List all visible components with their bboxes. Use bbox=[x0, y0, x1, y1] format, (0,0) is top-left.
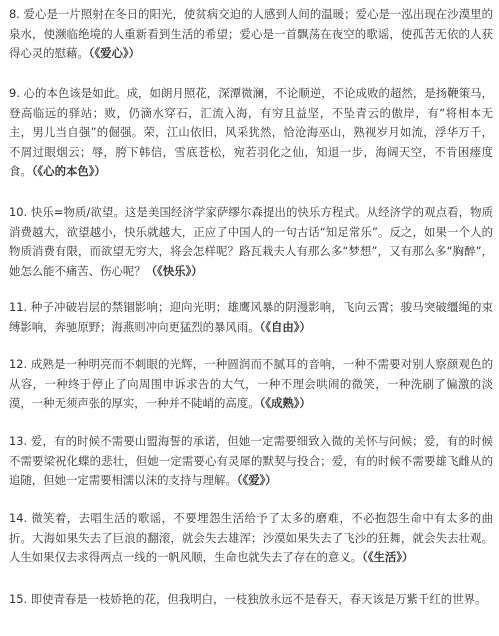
paragraph-text: 8. 爱心是一片照射在冬日的阳光，使贫病交迫的人感到人间的温暖；爱心是一泓出现在沙漠里的泉水，使濒临绝境的人重新看到生活的希望；爱心是一首飘荡在夜空的歌谣，使孤苦无依的人获得心灵的慰藉。 bbox=[9, 7, 493, 60]
paragraph-text: 14. 微笑着，去唱生活的歌谣，不要埋怨生活给予了太多的磨难，不必抱怨生命中有太多的曲折。大海如果失去了巨浪的翻滚，就会失去雄浑；沙漠如果失去了飞沙的狂舞，就会失去壮观。人生如果仅去求得两点一线的一帆风顺，生命也就失去了存在的意义。 bbox=[9, 511, 493, 564]
paragraph-title: （《爱心》） bbox=[88, 46, 140, 60]
paragraph-14 bbox=[9, 509, 493, 568]
paragraph-text: 9. 心的本色该是如此。成，如朗月照花，深潭微澜，不论顺逆，不论成败的超然，是扬鞭策马，登高临远的驿站；败，仍滴水穿石，汇流入海，有穷且益坚，不坠青云的傲岸，有“将相本无主，男儿当自强”的倔强。荣，江山依旧，风采犹然，恰沧海巫山，熟视岁月如流，浮华万千，不屑过眼烟云；辱，胯下韩信，雪底苍松，宛若羽化之仙，知退一步，海阔天空，不肯困瘗度食。 bbox=[9, 86, 493, 178]
paragraph-15 bbox=[9, 590, 493, 610]
paragraph-9 bbox=[9, 84, 493, 182]
paragraph-text: 13. 爱，有的时候不需要山盟海誓的承诺，但她一定需要细致入微的关怀与问候；爱，有的时候不需要梁祝化蝶的悲壮，但她一定需要心有灵犀的默契与投合；爱，有的时候不需要雄飞雌从的追随，但她一定需要相濡以沫的支持与理解。 bbox=[9, 434, 493, 487]
paragraph-text: 15. 即使青春是一枝娇艳的花，但我明白，一枝独放永远不是春天，春天该是万紫千红的世界。 bbox=[9, 592, 487, 606]
paragraph-title: （《心的本色》） bbox=[31, 164, 106, 178]
paragraph-text: 12. 成熟是一种明亮而不刺眼的光辉，一种圆润而不腻耳的音响，一种不需要对别人察颜观色的从容，一种终于停止了向周围申诉求告的大气，一种不理会哄闹的微笑，一种洗刷了偏激的淡漠，一种无须声张的厚实，一种并不陡峭的高度。 bbox=[9, 357, 493, 410]
paragraph-title: （《快乐》） bbox=[145, 263, 203, 278]
paragraph-11 bbox=[9, 298, 493, 337]
paragraph-10 bbox=[9, 203, 493, 281]
paragraph-text: 11. 种子冲破岩层的禁锢影响；迎向光明；雄鹰风暴的阴漫影响，飞向云霄；骏马突破缰绳的束缚影响，奔驰原野；海燕则冲向更猛烈的暴风雨。 bbox=[9, 300, 493, 334]
paragraph-title: （《自由》） bbox=[259, 319, 311, 334]
paragraph-13 bbox=[9, 432, 493, 491]
paragraph-title: （《成熟》） bbox=[259, 396, 311, 410]
paragraph-8 bbox=[9, 5, 493, 64]
paragraph-title: （《爱》） bbox=[236, 473, 277, 487]
paragraph-title: （《生活》） bbox=[362, 550, 414, 564]
paragraph-text: 10. 快乐=物质/欲望。这是美国经济学家萨缪尔森提出的快乐方程式。从经济学的观点看，物质消费越大，欲望越小，快乐就越大，正应了中国人的一句古话“知足常乐”。反之，如果一个人的物质消费有限，而欲望无穷大，将会怎样呢？路瓦栽夫人有那么多“梦想”，又有那么多“胸醉”，她怎么能不痛苦、伤心呢？ bbox=[9, 205, 493, 278]
paragraph-12 bbox=[9, 355, 493, 414]
